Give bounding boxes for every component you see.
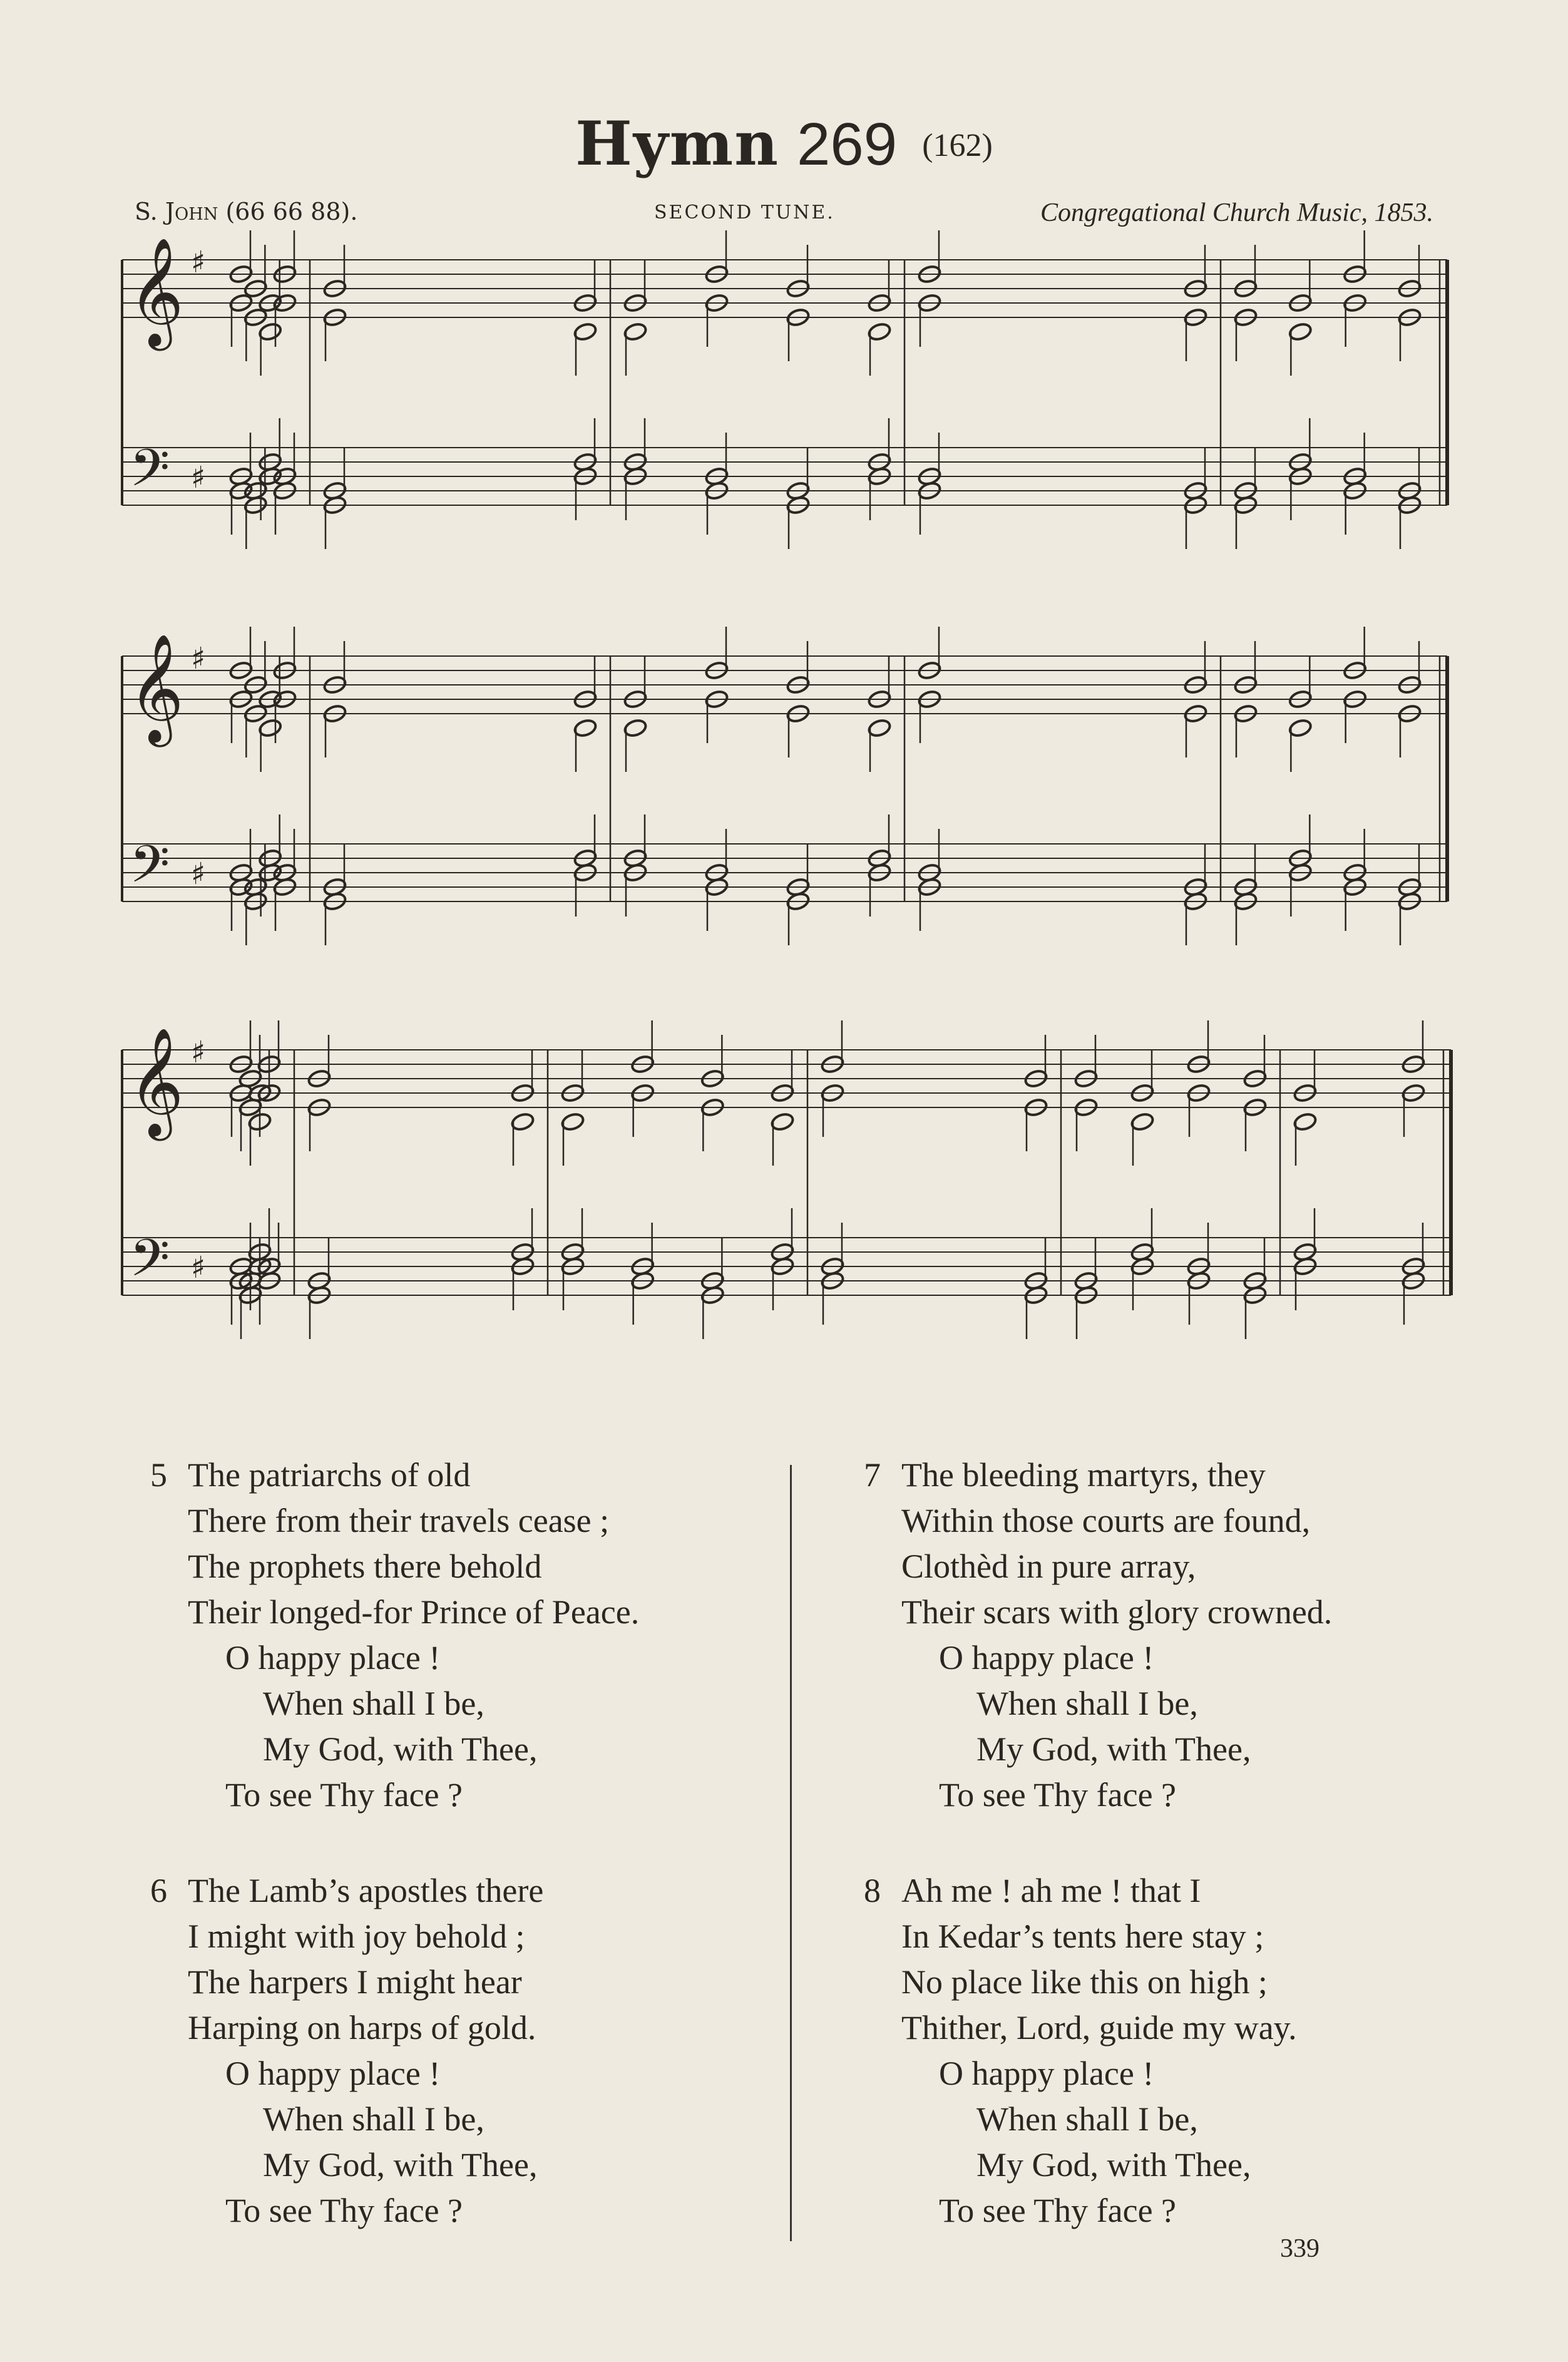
refrain-line: My God, with Thee, — [976, 2146, 1251, 2184]
sharp-icon: ♯ — [191, 1250, 206, 1285]
verse-stanza — [864, 1452, 1490, 1818]
verse-column-left — [150, 1452, 776, 2234]
column-divider — [790, 1465, 792, 2241]
bass-clef-icon: 𝄢 — [130, 834, 170, 907]
sharp-icon: ♯ — [191, 245, 206, 280]
verse-line: Within those courts are found, — [901, 1502, 1311, 1539]
verses — [150, 1452, 1452, 2247]
refrain-line: To see Thy face ? — [225, 2192, 463, 2229]
treble-clef-icon: 𝄞 — [128, 1027, 184, 1136]
refrain-line: When shall I be, — [976, 2100, 1198, 2138]
hymn-word: Hymn — [575, 108, 780, 179]
verse-line: Their scars with glory crowned. — [901, 1593, 1333, 1631]
sharp-icon: ♯ — [191, 641, 206, 676]
refrain-line: To see Thy face ? — [939, 2192, 1177, 2229]
verse-line: Clothèd in pure array, — [901, 1548, 1196, 1585]
refrain-line: When shall I be, — [976, 1685, 1198, 1722]
verse-line: The prophets there behold — [188, 1548, 542, 1585]
refrain-line: To see Thy face ? — [939, 1776, 1177, 1814]
verse-number: 8 — [864, 1872, 881, 1909]
treble-clef-icon: 𝄞 — [128, 237, 184, 346]
refrain-line: O happy place ! — [939, 1639, 1154, 1677]
tune-name: S. John (66 66 88). — [135, 198, 358, 225]
refrain-line: O happy place ! — [225, 2055, 441, 2092]
sharp-icon: ♯ — [191, 1035, 206, 1070]
refrain-line: My God, with Thee, — [263, 1730, 538, 1768]
tune-label: SECOND TUNE. — [654, 202, 835, 223]
page-number: 339 — [1280, 2234, 1319, 2263]
bass-clef-icon: 𝄢 — [130, 1228, 170, 1301]
verse-line: The Lamb’s apostles there — [188, 1872, 544, 1909]
verse-line: Their longed-for Prince of Peace. — [188, 1593, 640, 1631]
bass-clef-icon: 𝄢 — [130, 438, 170, 511]
refrain-line: O happy place ! — [225, 1639, 441, 1677]
refrain-line: O happy place ! — [939, 2055, 1154, 2092]
sharp-icon: ♯ — [191, 460, 206, 495]
refrain-line: My God, with Thee, — [976, 1730, 1251, 1768]
refrain-line: To see Thy face ? — [225, 1776, 463, 1814]
verse-stanza — [150, 1452, 776, 1818]
refrain-line: When shall I be, — [263, 1685, 484, 1722]
verse-line: Ah me ! ah me ! that I — [901, 1872, 1201, 1909]
tune-source: Congregational Church Music, 1853. — [1040, 198, 1433, 227]
sharp-icon: ♯ — [191, 856, 206, 891]
refrain-line: When shall I be, — [263, 2100, 484, 2138]
verse-line: The bleeding martyrs, they — [901, 1456, 1266, 1494]
treble-clef-icon: 𝄞 — [128, 634, 184, 742]
verse-stanza — [864, 1868, 1490, 2234]
verse-stanza — [150, 1868, 776, 2234]
verse-number: 6 — [150, 1872, 167, 1909]
verse-line: Harping on harps of gold. — [188, 2009, 536, 2046]
hymn-alt-number: (162) — [922, 128, 993, 163]
verse-line: The harpers I might hear — [188, 1963, 522, 2001]
verse-line: There from their travels cease ; — [188, 1502, 610, 1539]
verse-column-right — [864, 1452, 1490, 2234]
hymn-number: 269 — [797, 111, 898, 178]
verse-line: No place like this on high ; — [901, 1963, 1268, 2001]
verse-line: I might with joy behold ; — [188, 1918, 525, 1955]
verse-line: The patriarchs of old — [188, 1456, 471, 1494]
verse-number: 5 — [150, 1456, 167, 1494]
verse-number: 7 — [864, 1456, 881, 1494]
verse-line: Thither, Lord, guide my way. — [901, 2009, 1297, 2046]
verse-line: In Kedar’s tents here stay ; — [901, 1918, 1264, 1955]
refrain-line: My God, with Thee, — [263, 2146, 538, 2184]
